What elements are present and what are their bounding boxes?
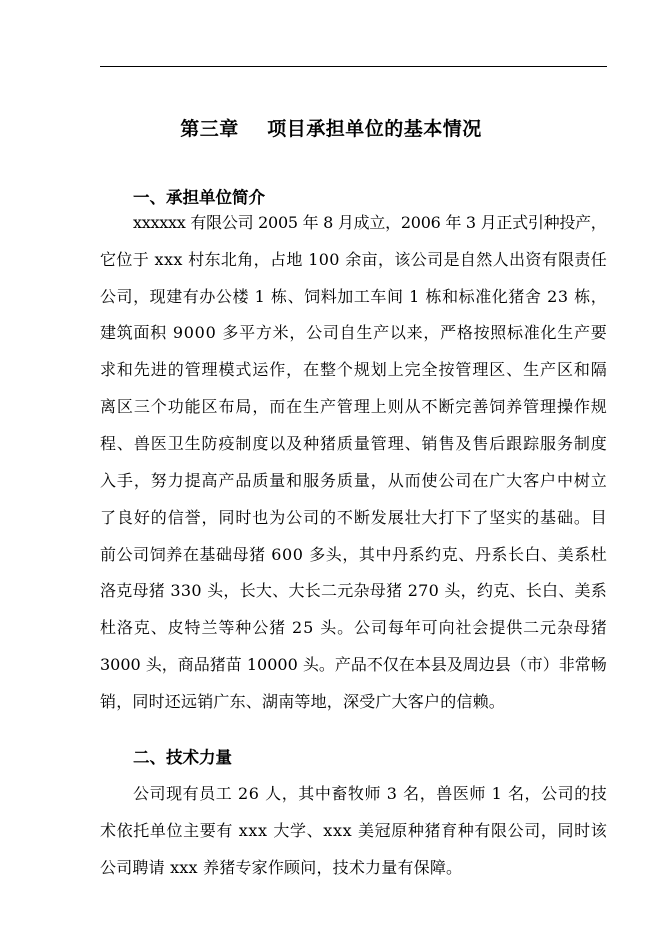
section-1-line: 杜洛克、皮特兰等种公猪 25 头。公司每年可向社会提供二元杂母猪: [100, 618, 608, 637]
section-1-line: 求和先进的管理模式运作，在整个规划上完全按管理区、生产区和隔: [100, 360, 608, 379]
section-1-line: 离区三个功能区布局，而在生产管理上则从不断完善饲养管理操作规: [100, 397, 608, 416]
section-2-line: 公司现有员工 26 人，其中畜牧师 3 名，兽医师 1 名，公司的技: [133, 784, 608, 803]
section-1-line: xxxxxx 有限公司 2005 年 8 月成立，2006 年 3 月正式引种投产，: [133, 213, 607, 232]
section-1-line: 它位于 xxx 村东北角，占地 100 余亩，该公司是自然人出资有限责任: [100, 250, 608, 269]
chapter-title: 第三章 项目承担单位的基本情况: [180, 118, 482, 140]
section-1-line: 销，同时还远销广东、湖南等地，深受广大客户的信赖。: [100, 692, 506, 711]
section-1-line: 洛克母猪 330 头，长大、大长二元杂母猪 270 头，约克、长白、美系: [100, 581, 608, 600]
section-1-line: 前公司饲养在基础母猪 600 多头，其中丹系约克、丹系长白、美系杜: [100, 545, 608, 564]
section-2-heading: 二、技术力量: [133, 748, 232, 767]
section-1-line: 入手，努力提高产品质量和服务质量，从而使公司在广大客户中树立: [100, 471, 608, 490]
section-1-line: 了良好的信誉，同时也为公司的不断发展壮大打下了坚实的基础。目: [100, 508, 608, 527]
section-1-heading: 一、承担单位简介: [133, 188, 265, 207]
section-2-line: 公司聘请 xxx 养猪专家作顾问，技术力量有保障。: [100, 858, 463, 877]
section-2-line: 术依托单位主要有 xxx 大学、xxx 美冠原种猪育种有限公司，同时该: [100, 821, 608, 840]
section-1-line: 公司，现建有办公楼 1 栋、饲料加工车间 1 栋和标准化猪舍 23 栋，: [100, 287, 608, 306]
section-1-line: 建筑面积 9000 多平方米，公司自生产以来，严格按照标准化生产要: [100, 323, 608, 342]
section-1-line: 程、兽医卫生防疫制度以及种猪质量管理、销售及售后跟踪服务制度: [100, 434, 608, 453]
header-rule: [100, 66, 607, 67]
section-1-line: 3000 头，商品猪苗 10000 头。产品不仅在本县及周边县（市）非常畅: [100, 655, 607, 674]
